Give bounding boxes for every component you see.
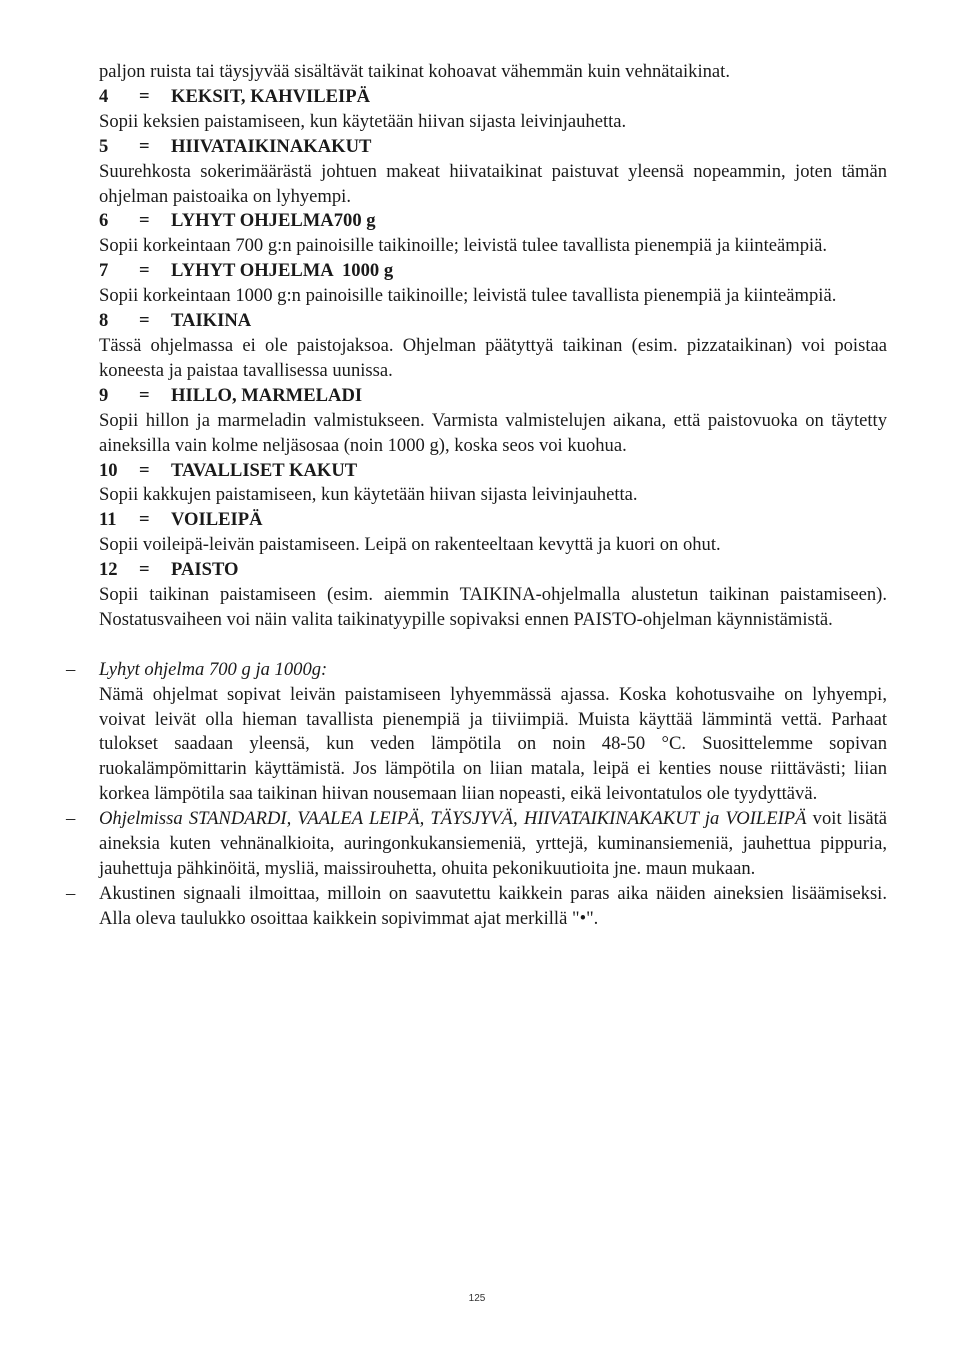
- program-description: Sopii keksien paistamiseen, kun käytetään hiivan sijasta leivinjauhetta.: [99, 110, 627, 132]
- document-body: [66, 60, 887, 932]
- program-number: 9: [99, 384, 109, 406]
- program-8: [99, 309, 887, 384]
- program-number: 7: [99, 260, 109, 282]
- program-description: Sopii korkeintaan 700 g:n painoisille taikinoille; leivistä tulee tavallista pienempiä ja kiinteämpiä.: [99, 235, 828, 257]
- program-heading: [99, 459, 887, 484]
- program-title: TAVALLISET KAKUT: [171, 459, 358, 481]
- program-heading: [99, 259, 887, 284]
- program-description: Sopii korkeintaan 1000 g:n painoisille taikinoille; leivistä tulee tavallista pienempiä ja kiinteämpiä.: [99, 285, 837, 307]
- program-equals: =: [139, 135, 150, 157]
- program-description: Suurehkosta sokerimäärästä johtuen makeat hiivataikinat paistuvat yleensä nopeammin, joten tämän ohjelman paistoaika on lyhyempi.: [99, 160, 887, 207]
- bullet-heading: Lyhyt ohjelma 700 g ja 1000g:: [99, 658, 328, 680]
- bullet-signal: [66, 882, 887, 932]
- program-equals: =: [139, 85, 150, 107]
- program-11: [99, 508, 887, 558]
- program-title: KEKSIT, KAHVILEIPÄ: [171, 85, 371, 107]
- program-equals: =: [139, 260, 150, 282]
- program-equals: =: [139, 509, 150, 531]
- program-equals: =: [139, 559, 150, 581]
- bullet-dash: –: [66, 658, 76, 680]
- program-heading: [99, 309, 887, 334]
- program-number: 11: [99, 509, 117, 531]
- program-heading: [99, 384, 887, 409]
- program-heading: [99, 558, 887, 583]
- program-number: 5: [99, 135, 109, 157]
- program-5: [99, 135, 887, 210]
- program-heading: [99, 508, 887, 533]
- program-heading: [99, 209, 887, 234]
- program-number: 6: [99, 210, 109, 232]
- program-equals: =: [139, 210, 150, 232]
- program-number: 10: [99, 459, 118, 481]
- program-12: [99, 558, 887, 633]
- program-heading: [99, 135, 887, 160]
- program-7: [99, 259, 887, 309]
- bullet-text: Akustinen signaali ilmoittaa, milloin on saavutettu kaikkein paras aika näiden aineksien lisäämiseksi. Alla oleva taulukko osoittaa kaikkein sopivimmat ajat merkillä "•".: [99, 882, 887, 929]
- program-title: PAISTO: [171, 559, 239, 581]
- program-10: [99, 459, 887, 509]
- program-title: HIIVATAIKINAKAKUT: [171, 135, 372, 157]
- intro-text: paljon ruista tai täysjyvää sisältävät taikinat kohoavat vähemmän kuin vehnätaikinat.: [99, 61, 730, 82]
- program-6: [99, 209, 887, 259]
- program-number: 8: [99, 310, 109, 332]
- program-description: Sopii kakkujen paistamiseen, kun käytetään hiivan sijasta leivinjauhetta.: [99, 484, 638, 506]
- program-number: 4: [99, 85, 109, 107]
- program-equals: =: [139, 459, 150, 481]
- program-title: HILLO, MARMELADI: [171, 384, 363, 406]
- program-title: VOILEIPÄ: [171, 509, 263, 531]
- program-description: Tässä ohjelmassa ei ole paistojaksoa. Ohjelman päätyttyä taikinan (esim. pizzataikinan) voi poistaa koneesta ja paistaa tavallisessa uunissa.: [99, 334, 887, 381]
- bullet-italic-text: Ohjelmissa STANDARDI, VAALEA LEIPÄ, TÄYSJYVÄ, HIIVATAIKINAKAKUT ja VOILEIPÄ: [99, 808, 807, 830]
- bullet-short-program: [66, 658, 887, 807]
- program-number: 12: [99, 559, 118, 581]
- bullet-dash: –: [66, 882, 76, 904]
- program-title: TAIKINA: [171, 310, 252, 332]
- bullet-ingredients: [66, 807, 887, 882]
- program-title: LYHYT OHJELMA 1000 g: [171, 260, 394, 282]
- bullet-text: voit lisätä aineksia kuten vehnänalkioita, auringonkukansiemeniä, yrttejä, kuminansiemeniä, jauhettua pippuria, jauhettuja pähkinöitä, mysliä, maissirouhetta, ohuita pekonikuutioita jne. maun mukaan.: [99, 808, 887, 879]
- spacer: [99, 633, 887, 658]
- program-equals: =: [139, 384, 150, 406]
- page-number: 125: [468, 1293, 486, 1304]
- program-9: [99, 384, 887, 459]
- program-heading: [99, 85, 887, 110]
- program-title: LYHYT OHJELMA700 g: [171, 210, 376, 232]
- program-4: [99, 85, 887, 135]
- program-description: Sopii taikinan paistamiseen (esim. aiemmin TAIKINA-ohjelmalla alustetun taikinan paistamiseen). Nostatusvaiheen voi näin valita taikinatyypille sopivaksi ennen PAISTO-ohjelman käynnistämistä.: [99, 584, 887, 630]
- program-description: Sopii voileipä-leivän paistamiseen. Leipä on rakenteeltaan kevyttä ja kuori on ohut.: [99, 534, 721, 556]
- program-equals: =: [139, 310, 150, 332]
- bullet-dash: –: [66, 808, 76, 830]
- program-description: Sopii hillon ja marmeladin valmistukseen. Varmista valmistelujen aikana, että paistovuoka on täytetty aineksilla vain kolme neljäsosaa (noin 1000 g), koska seos voi kuohua.: [99, 409, 887, 456]
- bullet-text: Nämä ohjelmat sopivat leivän paistamiseen lyhyemmässä ajassa. Koska kohotusvaihe on lyhyempi, voivat leivät olla hieman tavallista pienempiä ja tiiviimpiä. Muista käyttää lämmintä vettä. Parhaat tulokset saadaan yleensä, kun veden lämpötila on noin 48-50 °C. Suosittelemme sopivan ruokalämpömittarin käyttämistä. Jos lämpötila on liian matala, leipä ei kenties nouse riittävästi; liian korkea lämpötila saa taikinan hiivan nousemaan liian nopeasti, eikä leivontatulos ole tyydyttävä.: [99, 683, 887, 805]
